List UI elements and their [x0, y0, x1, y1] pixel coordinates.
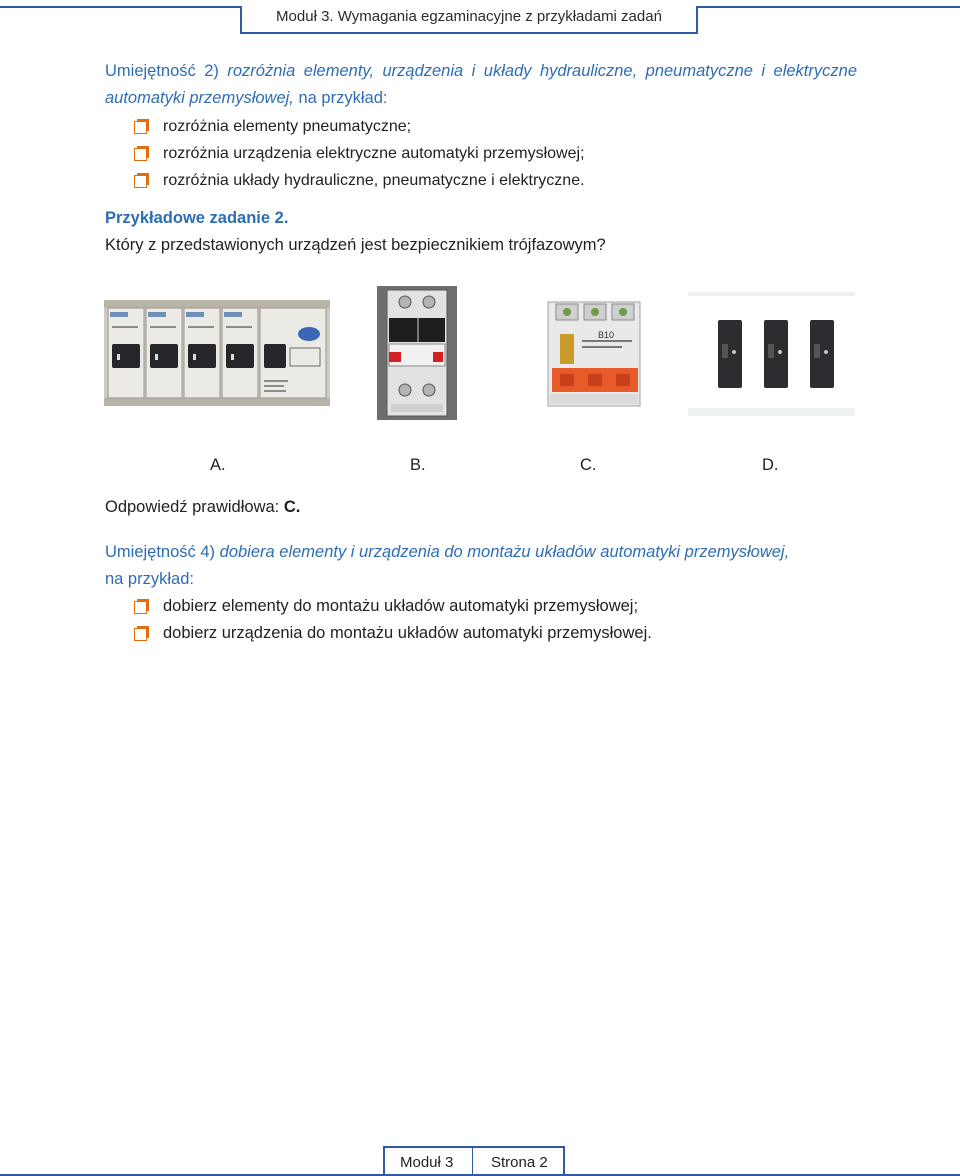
skill-2-bullet-list: [134, 113, 585, 194]
photo-d-din-modules: [688, 292, 855, 416]
skill-2-prefix: Umiejętność 2): [105, 62, 219, 80]
answer-label-c: C.: [580, 456, 597, 474]
skill-4-heading: [105, 539, 857, 593]
list-item: [134, 593, 652, 620]
answer-label-b: B.: [410, 456, 426, 474]
list-item-text: rozróżnia elementy pneumatyczne;: [163, 118, 412, 135]
skill-2-suffix: na przykład:: [298, 89, 388, 107]
skill-4-prefix: Umiejętność 4): [105, 543, 216, 561]
list-item: [134, 167, 585, 194]
skill-2-description: rozróżnia elementy, urządzenia i układy hydrauliczne, pneumatyczne i elektryczne automatyki przemysłowej,: [105, 62, 857, 107]
task-title: Przykładowe zadanie 2.: [105, 209, 289, 227]
list-item: [134, 620, 652, 647]
correct-answer-label: Odpowiedź prawidłowa:: [105, 498, 280, 516]
checkbox-bullet-icon: [134, 173, 149, 188]
skill-4-suffix: na przykład:: [105, 570, 194, 588]
list-item: [134, 140, 585, 167]
correct-answer: [105, 498, 300, 517]
photo-c-three-pole-breaker: [542, 294, 646, 414]
checkbox-bullet-icon: [134, 599, 149, 614]
answer-label-d: D.: [762, 456, 779, 474]
skill-4-bullet-list: [134, 593, 652, 647]
photo-b-two-pole-breaker: [377, 286, 457, 420]
skill-4-description: dobiera elementy i urządzenia do montażu układów automatyki przemysłowej,: [219, 543, 790, 561]
skill-2-heading: [105, 58, 857, 112]
photo-a-breaker-panel: [104, 300, 330, 406]
footer-module: Moduł 3: [400, 1154, 454, 1171]
list-item-text: dobierz urządzenia do montażu układów automatyki przemysłowej.: [163, 624, 652, 642]
header-title: Moduł 3. Wymagania egzaminacyjne z przykładami zadań: [276, 8, 662, 25]
photo-c-rating-label: B10: [598, 330, 615, 340]
checkbox-bullet-icon: [134, 626, 149, 641]
checkbox-bullet-icon: [134, 146, 149, 161]
answer-label-a: A.: [210, 456, 226, 474]
footer-page-number: Strona 2: [491, 1154, 548, 1171]
checkbox-bullet-icon: [134, 119, 149, 134]
list-item: [134, 113, 585, 140]
task-question: Który z przedstawionych urządzeń jest bezpiecznikiem trójfazowym?: [105, 236, 606, 254]
list-item-text: rozróżnia urządzenia elektryczne automatyki przemysłowej;: [163, 145, 585, 162]
list-item-text: dobierz elementy do montażu układów automatyki przemysłowej;: [163, 597, 639, 615]
page-footer: [0, 1146, 960, 1176]
correct-answer-value: C.: [283, 498, 301, 516]
list-item-text: rozróżnia układy hydrauliczne, pneumatyczne i elektryczne.: [163, 172, 585, 189]
